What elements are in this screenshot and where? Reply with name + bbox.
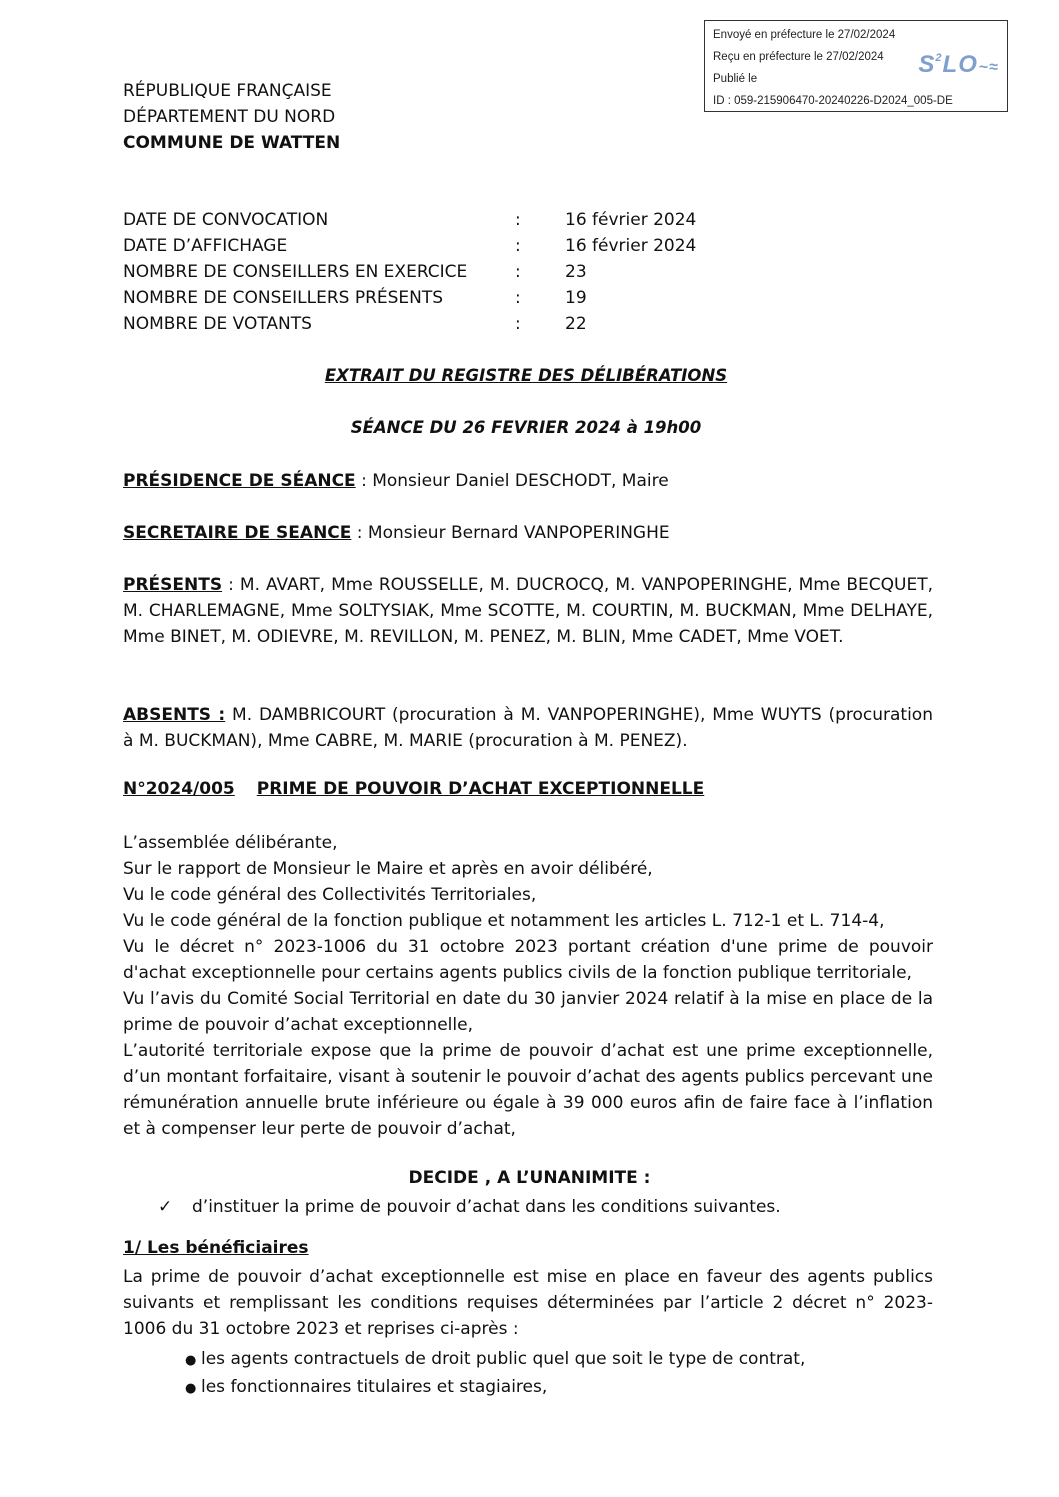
stamp-received: Reçu en préfecture le 27/02/2024 xyxy=(713,51,884,63)
s2lo-logo: $S^2LO\sim\approx$ xyxy=(918,51,999,78)
secretaire-label: SECRETAIRE DE SEANCE xyxy=(123,523,352,543)
deliberation-heading xyxy=(123,776,933,802)
meta-colon: : xyxy=(515,210,521,230)
meeting-metadata xyxy=(123,207,696,337)
wing-icon: ~≈ xyxy=(978,59,999,76)
list-item-text: les fonctionnaires titulaires et stagiaires, xyxy=(201,1377,548,1397)
stamp-id: ID : 059-215906470-20240226-D2024_005-DE xyxy=(713,95,953,107)
decision-text: d’instituer la prime de pouvoir d’achat dans les conditions suivantes. xyxy=(192,1197,781,1217)
body-paragraph: L’assemblée délibérante, xyxy=(123,833,338,853)
body-paragraph: Vu l’avis du Comité Social Territorial en date du 30 janvier 2024 relatif à la mise en place de la prime de pouvoir d’achat exceptionnelle, xyxy=(123,989,933,1035)
bullet-icon: ● xyxy=(185,1353,197,1368)
header-departement: DÉPARTEMENT DU NORD xyxy=(123,107,336,127)
header-republique: RÉPUBLIQUE FRANÇAISE xyxy=(123,81,332,101)
absents-paragraph xyxy=(123,702,933,754)
section-text: La prime de pouvoir d’achat exceptionnelle est mise en place en faveur des agents publics suivants et remplissant les conditions requises déterminées par l’article 2 décret n° 2023-1006 du 31 octobre 2023 et reprises ci-après : xyxy=(123,1267,933,1339)
meta-row xyxy=(123,233,696,259)
absents-label: ABSENTS : xyxy=(123,705,226,725)
meta-value: 22 xyxy=(565,314,587,334)
stamp-published: Publié le xyxy=(713,73,758,85)
list-item xyxy=(185,1374,805,1402)
deliberation-number: N°2024/005 xyxy=(123,779,235,799)
presents-text: : M. AVART, Mme ROUSSELLE, M. DUCROCQ, M. VANPOPERINGHE, Mme BECQUET, M. CHARLEMAGNE, Mme SOLTYSIAK, Mme SCOTTE, M. COURTIN, M. BUCKMAN, Mme DELHAYE, Mme BINET, M. ODIEVRE, M. REVILLON, M. PENEZ, M. BLIN, Mme CADET, Mme VOET. xyxy=(123,575,933,647)
meta-row xyxy=(123,285,696,311)
meta-label: NOMBRE DE CONSEILLERS EN EXERCICE xyxy=(123,262,468,282)
meta-row xyxy=(123,207,696,233)
meta-label: DATE DE CONVOCATION xyxy=(123,210,329,230)
meta-row xyxy=(123,259,696,285)
body-paragraph: Vu le décret n° 2023-1006 du 31 octobre 2023 portant création d'une prime de pouvoir d'achat exceptionnelle pour certains agents publics civils de la fonction publique territoriale, xyxy=(123,937,933,983)
section-title: 1/ Les bénéficiaires xyxy=(123,1238,309,1258)
meta-value: 16 février 2024 xyxy=(565,236,697,256)
meta-colon: : xyxy=(515,288,521,308)
meta-value: 16 février 2024 xyxy=(565,210,697,230)
meta-value: 19 xyxy=(565,288,587,308)
meta-label: NOMBRE DE VOTANTS xyxy=(123,314,312,334)
meta-label: DATE D’AFFICHAGE xyxy=(123,236,288,256)
checkmark-icon: ✓ xyxy=(158,1197,173,1217)
absents-text: M. DAMBRICOURT (procuration à M. VANPOPERINGHE), Mme WUYTS (procuration à M. BUCKMAN), Mme CABRE, M. MARIE (procuration à M. PENEZ). xyxy=(123,705,933,751)
decision-heading: DECIDE , A L’UNANIMITE : xyxy=(408,1168,651,1188)
document-title: EXTRAIT DU REGISTRE DES DÉLIBÉRATIONS xyxy=(324,366,728,385)
header-commune: COMMUNE DE WATTEN xyxy=(123,133,341,153)
presidence-line xyxy=(123,468,933,494)
secretaire-line xyxy=(123,520,933,546)
presents-label: PRÉSENTS xyxy=(123,575,223,595)
prefecture-stamp xyxy=(704,20,1008,112)
body-paragraph: L’autorité territoriale expose que la prime de pouvoir d’achat est une prime exceptionnelle, d’un montant forfaitaire, visant à soutenir le pouvoir d’achat des agents publics percevant une rémunération annuelle brute inférieure ou égale à 39 000 euros afin de faire face à l’inflation et à compenser leur perte de pouvoir d’achat, xyxy=(123,1041,933,1139)
body-paragraph: Vu le code général des Collectivités Territoriales, xyxy=(123,885,537,905)
body-paragraph: Sur le rapport de Monsieur le Maire et après en avoir délibéré, xyxy=(123,859,653,879)
meta-colon: : xyxy=(515,236,521,256)
meta-row xyxy=(123,311,696,337)
list-item-text: les agents contractuels de droit public quel que soit le type de contrat, xyxy=(201,1349,806,1369)
meta-colon: : xyxy=(515,262,521,282)
meta-label: NOMBRE DE CONSEILLERS PRÉSENTS xyxy=(123,288,444,308)
list-item xyxy=(185,1346,805,1374)
deliberation-body xyxy=(123,830,933,1142)
meta-value: 23 xyxy=(565,262,587,282)
secretaire-text: : Monsieur Bernard VANPOPERINGHE xyxy=(351,523,670,543)
presents-paragraph xyxy=(123,572,933,650)
stamp-sent: Envoyé en préfecture le 27/02/2024 xyxy=(713,29,896,41)
session-date: SÉANCE DU 26 FEVRIER 2024 à 19h00 xyxy=(350,418,702,437)
beneficiaries-list xyxy=(185,1346,805,1402)
meta-colon: : xyxy=(515,314,521,334)
deliberation-title: PRIME DE POUVOIR D’ACHAT EXCEPTIONNELLE xyxy=(256,779,705,799)
decision-item xyxy=(158,1194,781,1220)
bullet-icon: ● xyxy=(185,1381,197,1396)
body-paragraph: Vu le code général de la fonction publique et notamment les articles L. 712-1 et L. 714-4, xyxy=(123,911,885,931)
document-header xyxy=(123,78,340,156)
presidence-text: : Monsieur Daniel DESCHODT, Maire xyxy=(355,471,669,491)
presidence-label: PRÉSIDENCE DE SÉANCE xyxy=(123,471,356,491)
